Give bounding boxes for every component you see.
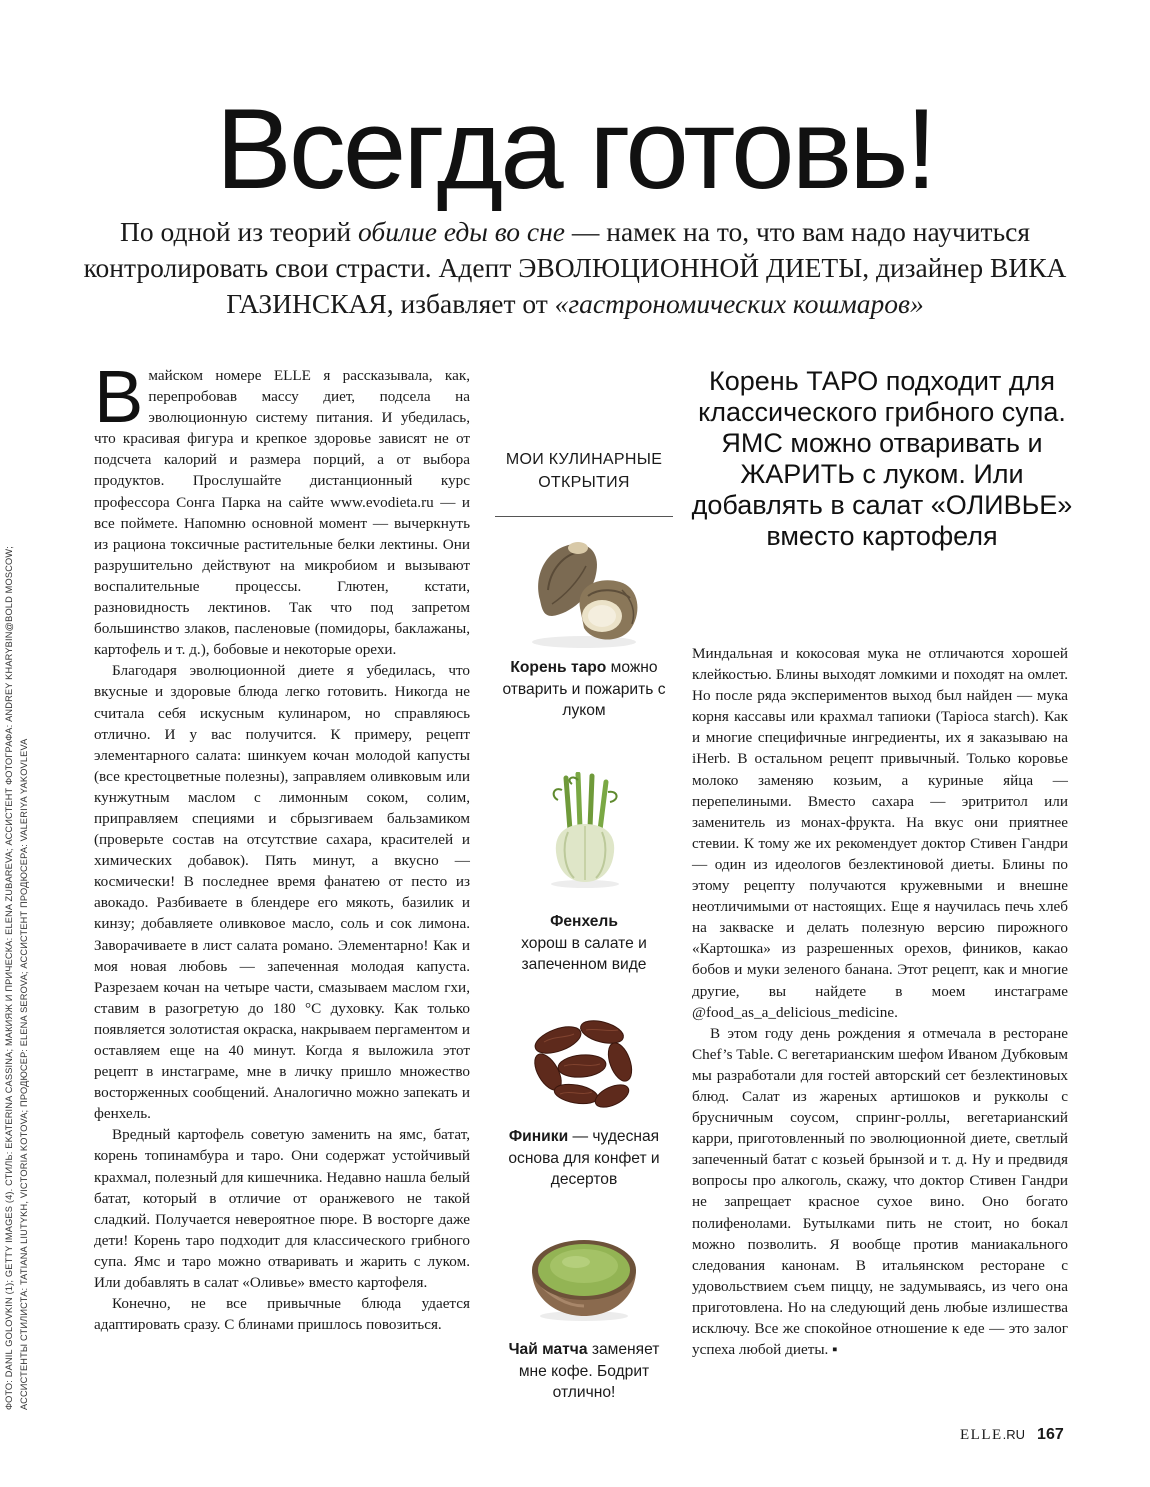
paragraph-4: Конечно, не все привычные блюда удается адаптировать сразу. С блинами пришлось повозиться. <box>94 1295 470 1334</box>
caption-dates <box>494 1126 674 1191</box>
fennel-image <box>538 772 632 890</box>
credits-line-2: АССИСТЕНТЫ СТИЛИСТА: TATIANA LIUTYKH, VICTORIA KOTOVA; ПРОДЮСЕР: ELENA SEROVA; АССИСТЕНТ ПРОДЮСЕРА: VALERIYA YAKOVLEVA <box>19 738 29 1410</box>
article-column-2 <box>692 643 1068 1360</box>
paragraph-3: Вредный картофель советую заменить на ямс, батат, корень топинамбура и таро. Они содержат устойчивый крахмал, полезный для кишечника. Недавно нашла белый батат, который в отличие от оранжевого не такой сладкий. Получается невероятное пюре. В восторге даже дети! Корень таро подходит для классического грибного супа. Ямс и таро можно отваривать и жарить с луком. Или добавлять в салат «Оливье» вместо картофеля. <box>94 1126 470 1292</box>
folio-brand: ELLE <box>960 1427 1003 1443</box>
paragraph-5: Миндальная и кокосовая мука не отличаются хорошей клейкостью. Блины выходят ломкими и походят на омлет. Но после ряда экспериментов выход был найден — мука корня кассавы или крахмал тапиоки (Tapioca starch). Как и многие специфичные ингредиенты, их я заказываю на iHerb. В остальном рецепт привычный. Только коровье молоко заменяю козьим, а куриные яйца — перепелиными. Вместо сахара — эритритол или заменитель из монах-фрукта. На вкус они приятнее стевии. К тому же их рекомендует доктор Стивен Гандри — один из идеологов безлектиновой диеты. Блины по этому рецепту получаются кружевными и внешне неотличимыми от настоящих. Еще я научилась печь хлеб на закваске и делать полезную версию пирожного «Картошка» из разрешенных орехов, фиников, какао бобов и муки зеленого банана. Этот рецепт, как и многие другие, вы найдете в моем инстаграме @food_as_a_delicious_medicine. <box>692 645 1068 1021</box>
drop-cap: В <box>94 355 144 438</box>
deck-text-1: По одной из теорий <box>120 216 359 247</box>
page-number: 167 <box>1037 1426 1064 1443</box>
headline: Всегда готовь! <box>215 86 935 213</box>
paragraph-6: В этом году день рождения я отмечала в ресторане Chef’s Table. С вегетарианским шефом Иваном Дубковым мы разработали для гостей авторский сет безлектиновых блюд. Салат из жареных артишоков и рукколы с брусничным соусом, спринг-роллы, вегетарианский карри, приготовленный по эволюционной диете, светлый запеченный батат с козьей брынзой и т. д. Ну и предвидя вопросы про алкоголь, скажу, что доктор Стивен Гандри не запрещает красное сухое вино. Оно богато полифенолами. Бутылками пить не стоит, но бокал можно позволить. Я вообще против маниакального следования канонам. В итальянском ресторане с удовольствием съем пиццу, не задумываясь, из чего она приготовлена. Но на следующий день любые излишества исключу. Все же спокойное отношение к еде — это залог успеха любой диеты. ▪ <box>692 1024 1068 1359</box>
article-column-1 <box>94 355 470 1335</box>
sidebar-divider <box>495 516 673 517</box>
caption-taro-name: Корень таро <box>510 659 607 676</box>
paragraph-1-text: майском номере ELLE я рассказывала, как, перепробовав массу диет, подсела на эволюционную систему питания. И убедилась, что красивая фигура и крепкое здоровье зависят не от подсчета калорий и размера порций, а от выбора продуктов. Прослушайте дистанционный курс профессора Сонга Парка на сайте www.evodieta.ru — и все поймете. Напомню основной момент — вычеркнуть из рациона токсичные растительные белки лектины. Они разрушительно действуют на микробиом и вызывают воспалительные процессы. Глютен, кстати, разновидность лектинов. Так что под запретом большинство злаков, пасленовые (помидоры, баклажаны, картофель и т. д.), бобовые и некоторые орехи. <box>94 367 470 659</box>
deck-italic-1: обилие еды во сне <box>358 216 565 247</box>
caption-fennel-name: Фенхель <box>550 913 618 930</box>
sidebar-title: МОИ КУЛИНАРНЫЕ ОТКРЫТИЯ <box>505 451 663 491</box>
caption-taro-text: можно отварить и пожарить с луком <box>502 659 666 719</box>
credits-line-1: ФОТО: DANIL GOLOVKIN (1); GETTY IMAGES (4). СТИЛЬ: EKATERINA CASSINA; МАКИЯЖ И ПРИЧЕСКА: ELENA ZUBAREVA; АССИСТЕНТ ФОТОГРАФА: ANDREY KHARYBIN@BOLD MOSCOW; <box>4 546 14 1410</box>
caption-dates-name: Финики <box>508 1128 569 1145</box>
deck-italic-2: «гастрономических кошмаров» <box>554 288 924 319</box>
paragraph-2: Благодаря эволюционной диете я убедилась, что вкусные и здоровые блюда легко готовить. Никогда не считала себя искусным кулинаром, но справляюсь отлично. И у вас получится. К примеру, рецепт элементарного салата: шинкуем кочан молодой капусты (все крестоцветные полезны), заправляем оливковым или кунжутным маслом с лимонным соком, солим, приправляем специями и сбрызгиваем бальзамиком (проверьте состав на отсутствие сахара, красителей и химических добавок). Пять минут, а вкусно — космически! В последнее время фанатею от песто из авокадо. Разбиваете в блендере его мякоть, базилик и кинзу; добавляете оливковое масло, соль и сок лимона. Заворачиваете в лист салата романо. Элементарно! Как и моя новая любовь — запеченная молодая капуста. Разрезаем кочан на четыре части, смазываем маслом гхи, ставим в разогретую до 180 °C духовку. Как только появляется золотистая окраска, накрываем пергаментом и оставляем еще на 40 минут. Когда я выложила этот рецепт в инстаграме, мне в личку пришло множество восторженных сообщений. Аналогично можно запекать и фенхель. <box>94 662 470 1123</box>
photo-credits <box>2 300 32 1410</box>
caption-matcha <box>494 1339 674 1404</box>
deck <box>70 214 1080 322</box>
caption-matcha-name: Чай матча <box>508 1341 588 1358</box>
matcha-bowl-image <box>528 1226 640 1322</box>
caption-matcha-text: заменяет мне кофе. Бодрит отлично! <box>518 1341 660 1401</box>
caption-fennel <box>494 911 674 976</box>
caption-taro <box>494 657 674 722</box>
sidebar <box>494 448 674 517</box>
page-folio <box>960 1426 1064 1444</box>
paragraph-1 <box>94 355 470 660</box>
dates-image <box>524 1010 646 1110</box>
folio-domain: .RU <box>1002 1427 1026 1442</box>
caption-dates-text: — чудесная основа для конфет и десертов <box>508 1128 660 1188</box>
caption-fennel-text: хорош в салате и запеченном виде <box>521 934 647 973</box>
deck-text-2: — намек на то, что вам надо научиться контролировать свои страсти. Адепт ЭВОЛЮЦИОННОЙ ДИЕТЫ, дизайнер ВИКА ГАЗИНСКАЯ, избавляет от <box>83 216 1067 319</box>
pull-quote: Корень ТАРО подходит для классического грибного супа. ЯМС можно отваривать и ЖАРИТЬ с луком. Или добавлять в салат «ОЛИВЬЕ» вместо картофеля <box>691 366 1073 551</box>
taro-root-image <box>522 530 650 652</box>
